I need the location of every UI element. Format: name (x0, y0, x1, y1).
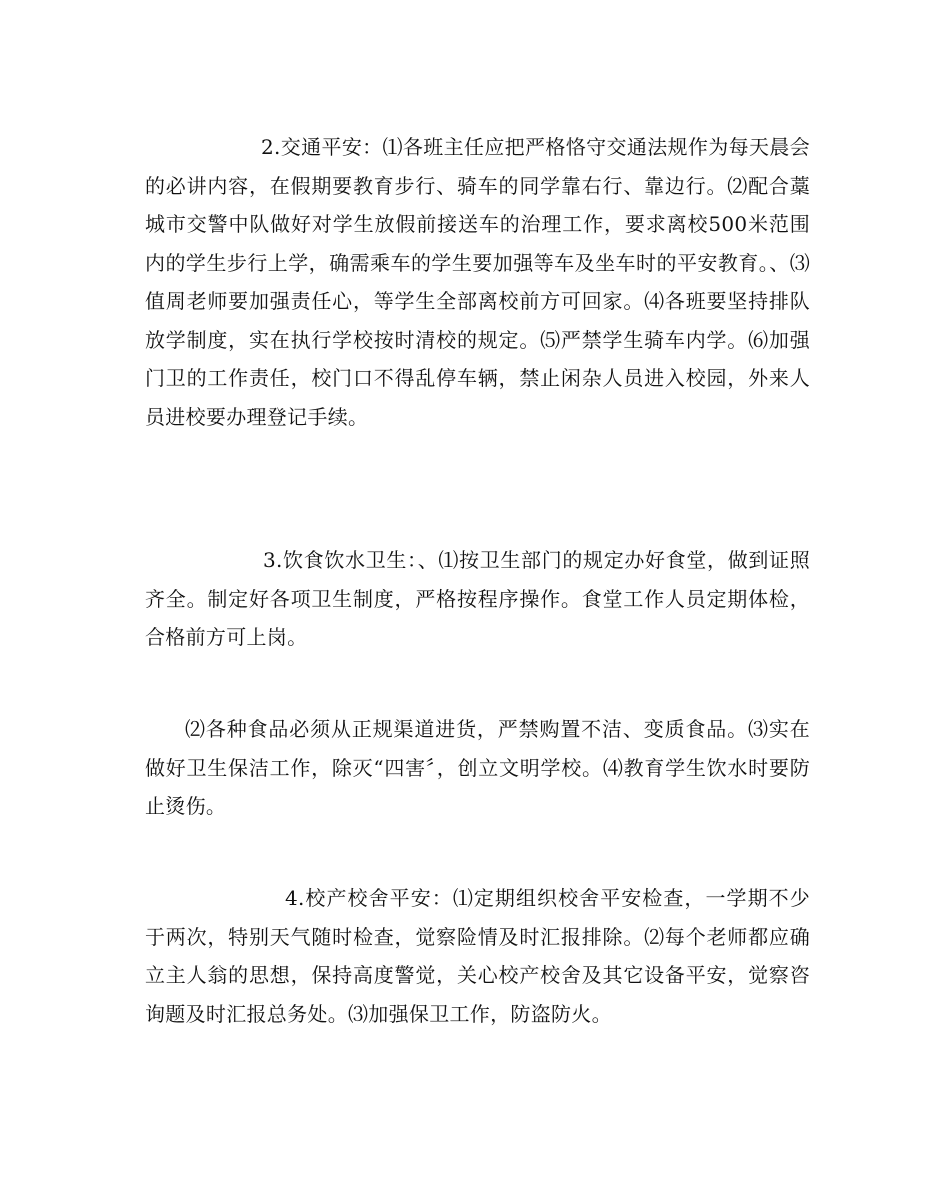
paragraph-traffic-safety: 2.交通平安：⑴各班主任应把严格恪守交通法规作为每天晨会的必讲内容，在假期要教育步行、骑车的同学靠右行、靠边行。⑵配合藁城市交警中队做好对学生放假前接送车的治理工作，要求离校500米范围内的学生步行上学，确需乘车的学生要加强等车及坐车时的平安教育。、⑶值周老师要加强责任心，等学生全部离校前方可回家。⑷各班要坚持排队放学制度，实在执行学校按时清校的规定。⑸严禁学生骑车内学。⑹加强门卫的工作责任，校门口不得乱停车辆，禁止闲杂人员进入校园，外来人员进校要办理登记手续。 (145, 135, 810, 429)
paragraph-food-hygiene: 3.饮食饮水卫生：、⑴按卫生部门的规定办好食堂，做到证照齐全。制定好各项卫生制度，严格按程序操作。食堂工作人员定期体检，合格前方可上岗。 (145, 548, 810, 649)
paragraph-school-property-safety: 4.校产校舍平安：⑴定期组织校舍平安检查，一学期不少于两次，特别天气随时检查，觉察险情及时汇报排除。⑵每个老师都应确立主人翁的思想，保持高度警觉，关心校产校舍及其它设备平安，觉察咨询题及时汇报总务处。⑶加强保卫工作，防盗防火。 (145, 886, 810, 1026)
paragraph-food-procurement: ⑵各种食品必须从正规渠道进货，严禁购置不洁、变质食品。⑶实在做好卫生保洁工作，除灭“四害〞，创立文明学校。⑷教育学生饮水时要防止烫伤。 (145, 717, 810, 818)
